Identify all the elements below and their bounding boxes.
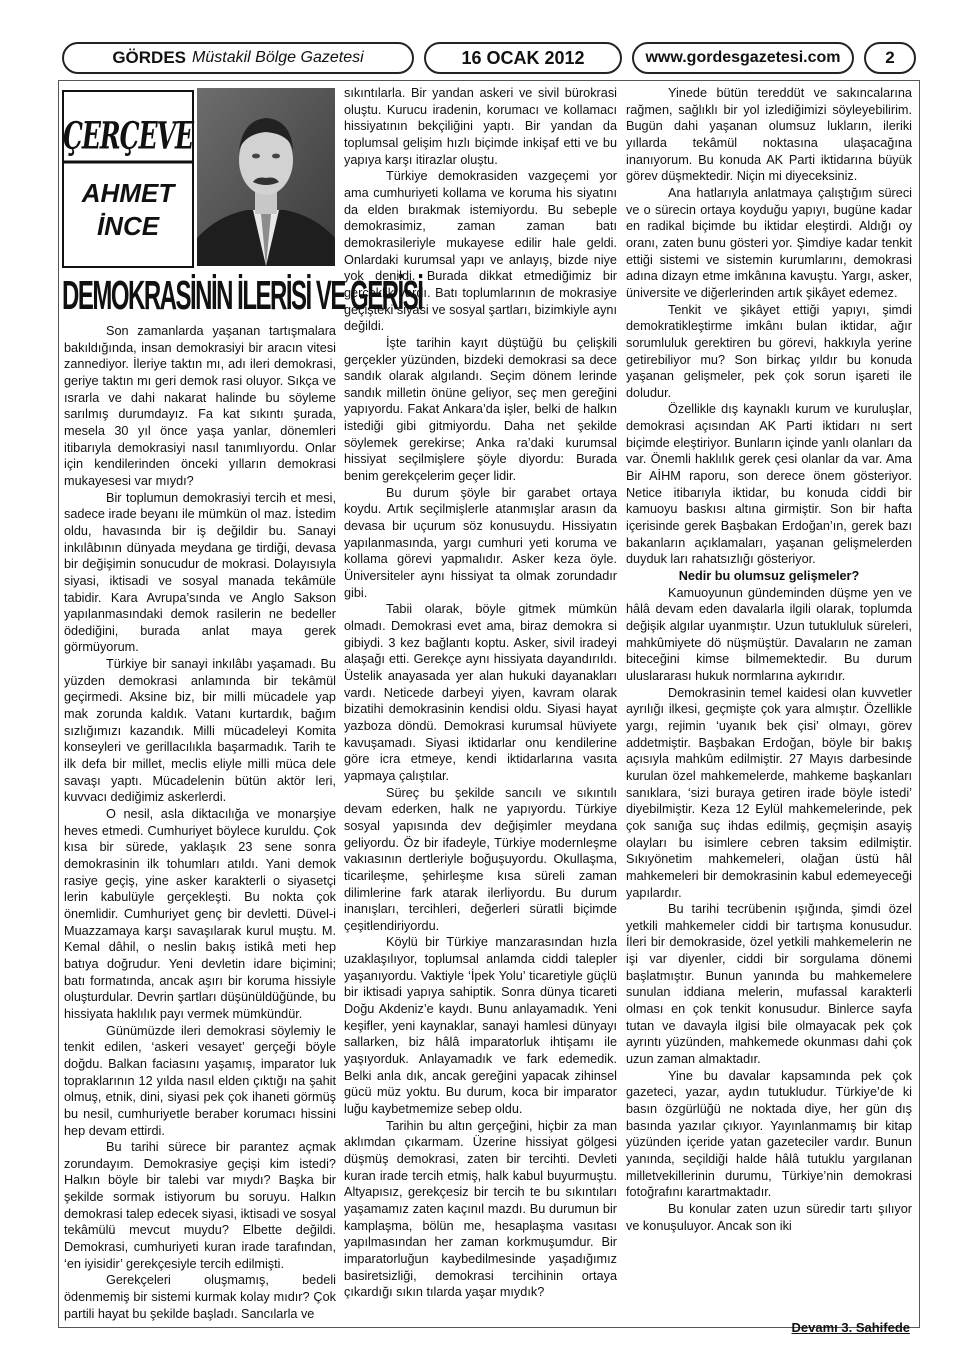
paper-subtitle: Müstakil Bölge Gazetesi — [192, 49, 364, 66]
paragraph: Bu tarihi sürece bir parantez açmak zorundayım. Demokrasiye geçişi kim istedi? Halkın böyle bir talebi var mıydı? Başka bir şekilde sormak istiyorum bu soruyu. Halkın demokrasi talep edecek siyasi, iktisadi ve sosyal tekâmülü mevcut muydu? Elbette değildi. Demokrasi, cumhuriyeti kuran irade tarafından, ‘en iyisidir’ gerekçesiyle tercih edilmişti. — [64, 1140, 336, 1271]
paragraph: Bir toplumun demokrasiyi tercih et mesi, sadece irade beyanı ile mümkün ol maz. İstedim oldu, havasında bir iş değildir bu. Sanayi inkılâbının dünyada meydana ge tirdiği, devasa bir değişimin sonucudur de mokrasi. Dolayısıyla siyasi, iktisadi ve sosyal manada tekâmüle tabidir. Kara Avrupa’sında ve Anglo Sakson yapılanmasındaki demok rasilerin ne bedeller ödediğini, burada anlat maya gerek görmüyorum. — [64, 490, 336, 655]
author-photo — [197, 88, 335, 266]
author-portrait-image — [197, 88, 335, 266]
paragraph: Gerekçeleri oluşmamış, bedeli ödenmemiş bir sistemi kurmak kolay mıdır? Çok partili hayat bu şekilde başladı. Sancılarla ve — [64, 1273, 336, 1321]
paragraph: Günümüzde ileri demokrasi söylemiy le tenkit edilen, ‘askeri vesayet’ gerçeği böyle doğdu. Balkan faciasını yaşamış, imparator luk topraklarının 12 yılda nasıl elden çıktığı na şahit olmuş, etnik, dini, siyasi pek çok ihaneti görmüş bu nesil, cumhuriyetle beraber korumacı hissini hep devam ettirdi. — [64, 1023, 336, 1138]
author-name — [82, 177, 174, 243]
article-column-3 — [626, 85, 912, 1313]
paragraph: Süreç bu şekilde sancılı ve sıkıntılı devam ederken, halk ne yapıyordu. Türkiye sosyal yapısında dev değişimler meydana geliyordu. Öz bir ifadeyle, Türkiye modernleşme vakıasının dertleriyle boğuşuyordu. Okullaşma, ticarileşme, şehirleşme kısa süreli zaman dilimlerine fark atarak ilerliyordu. Bu durum inanışları, tercihleri, değerleri süratli biçimde çeşitlendiriyordu. — [344, 785, 617, 933]
paragraph: Türkiye demokrasiden vazgeçemi yor ama cumhuriyeti kollama ve koruma his siyatını da elden bırakmak istemiyordu. Bu sebeple demokrasimiz, zaman zaman batı demokrasileriyle mukayese edilir hale geldi. Onlardaki kurumsal yapı ve anlayış, bizde niye yok denildi. Burada dikkat etmediğimiz bir gerçeklik vardı. Batı toplumlarının de mokrasiye geçişteki siyasi ve sosyal şartları, bizimkiyle aynı değildi. — [344, 169, 617, 334]
paragraph: Bu durum şöyle bir garabet ortaya koydu. Artık seçilmişlerle atanmışlar arasın da devasa bir uçurum söz konusuydu. Hissiyatın yapılanmasında, yargı cumhuri yeti koruma ve kollama görevi yapmalıdır. Asker keza öyle. Üniversiteler aynı hissiyat ta olmak zorundadır gibi. — [344, 485, 617, 600]
paragraph: Son zamanlarda yaşanan tartışmalara bakıldığında, insan demokrasiyi bir aracın vitesi zannediyor. İleriye taktın mı, adı ileri demokrasi, geriye taktın mı geri demok rasi oluyor. Sıkça ve ısrarla ve dahi nakarat halinde bu söyleme sarılmış durumdayız. Fa kat sıkıntı şurada, mesela 30 yıl önce yaşa yanlar, dönemleri itibarıyla demokrasiyi nasıl tanımlıyordu. Onlar için kendilerinden önceki yılların demokrasi mukayesesi var mıydı? — [64, 324, 336, 488]
paper-name: GÖRDES — [112, 48, 187, 67]
article-column-2 — [344, 85, 617, 1313]
paragraph: Bu konular zaten uzun süredir tartı şılıyor ve konuşuluyor. Ancak son iki — [626, 1201, 912, 1233]
paragraph: Yinede bütün tereddüt ve sakıncalarına rağmen, sağlıklı bir yol izlediğimizi söyleyebilirim. Bugün dahi yaşanan olumsuz lukların, ileriki yıllarda tekâmül noktasına ulaşacağına inanıyorum. Bu konuda AK Parti iktidarına büyük görev düşmektedir. Niçin mi diyeceksiniz. — [626, 86, 912, 184]
paragraph: Türkiye bir sanayi inkılâbı yaşamadı. Bu yüzden demokrasi anlamında bir tekâmül geçirmedi. Aksine biz, bir milli mücadele yap mak zorunda kaldık. Vatanı kurtardık, bağım sızlığımızı kazandık. Milli mücadeleyi Komita konseyleri ve gerillacılıkla başarmadık. Tarih te ilk defa bir millet, meclis eliyle milli müca dele savaşı yaptı. Mücadelenin bütün aktör leri, kuvvacı dediğimiz askerlerdi. — [64, 657, 336, 805]
article-column-1 — [64, 323, 336, 1321]
paragraph: Köylü bir Türkiye manzarasından hızla uzaklaşılıyor, toplumsal anlamda ciddi talepler yaşanıyordu. Vaktiyle ‘İpek Yolu’ ticaretiyle güçlü bir iktisadi yapıya sahiptik. Sonra dünya ticareti Doğu Akdeniz’e kaydı. Bunu anlayamadık. Yeni keşifler, yeni kaynaklar, sanayi hamlesi dünyayı sallarken, biz hâlâ imparatorluk ihtişamı ile yaşıyorduk. Anlayamadık ve fark edemedik. Belki anla dık, ancak gereğini yapacak zihinsel gücü müz yoktu. Bu durum, koca bir imparator luğu kaybetmemize sebep oldu. — [344, 935, 617, 1117]
paragraph: Tarihin bu altın gerçeğini, hiçbir za man aklımdan çıkarmam. Üzerine hissiyat gölgesi düşmüş demokrasi, zaten bir tercihti. Devleti kuran irade tercih etmiş, halk kabul buyurmuştu. Altyapısız, gerekçesiz bir tercih te bu sıkıntıları yaşamamız zaten kaçınıl mazdı. Bu durumun bir kamplaşma, bölün me, hesaplaşma vasıtası yapılmasından her zaman korkmuşumdur. Bir imparatorluğun kaybedilmesinde yaşadığımız basiretsizliği, demokrasi tercihinin ortaya çıkardığı sıkın tılarda yaşar mıydık? — [344, 1118, 617, 1300]
section-subheading: Nedir bu olumsuz gelişmeler? — [678, 569, 860, 584]
page-number: 2 — [864, 42, 916, 74]
paragraph: Tabii olarak, böyle gitmek mümkün olmadı. Demokrasi evet ama, biraz demokra si gibiydi. 3 kez bağlantı koptu. Asker, sivil iradeyi alaşağı etti. Gerekçe aynı hissiyata dayandırıldı. Üstelik anayasada yer alan hukuki dayanakları vardı. Neticede darbeyi yiyen, kavram olarak bizatihi demokrasinin kendisi oldu. Siyasi hayat yazboza döndü. Demokrasi kurumsal hüviyete kavuşamadı. Siyasi iktidarlar onu kendilerine göre icra etmeye, kendi iktidarlarına vasıta yapmaya çalıştılar. — [344, 602, 617, 783]
paragraph: Tenkit ve şikâyet ettiği yapıyı, şimdi demokratikleştirme imkânı bulan iktidar, ağır sorumluluk gerektiren bu görevi, hakkıyla yerine getirebiliyor mu? Son birkaç yıldır bu konuda yaşanan gelişmeler, pek çok sorun işareti ile doludur. — [626, 302, 912, 400]
issue-date: 16 OCAK 2012 — [424, 42, 622, 74]
paragraph: O nesil, asla diktacılığa ve monarşiye heves etmedi. Cumhuriyet böylece kuruldu. Çok kısa bir sürede, yaklaşık 23 sene sonra demokrasinin ilk tohumları atıldı. Yani demok rasiye geçiş, yine asker karakterli o siyasetçi lerin kabulüyle gerçekleşti. Bu nokta çok önemlidir. Cumhuriyet genç bir devletti. Düvel-i Muazzamaya karşı savaşılarak kurul muştu. M. Kemal dâhil, o neslin bakış istikâ meti hep batıya doğrudur. Yeni devletin idare biçimini; batı formatında, ancak aşırı bir koruma hissiyle oluşturdular. Devrin şartları düşünüldüğünde, bu hissiyata haklılık payı vermek mümkündür. — [64, 807, 336, 1021]
column-badge — [62, 90, 194, 268]
paragraph: Ana hatlarıyla anlatmaya çalıştığım süreci ve o sürecin ortaya koyduğu yapıyı, bugüne kadar en radikal biçimde bu iktidar eleştirdi. Aldığı oy oranı, zaten bunu gösteri yor. Şimdiye kadar tenkit ettiği sistemi ve sistemin kurumlarını, demokrasi adına dizayn etme imkânına kavuştu. Yargı, asker, üniversite ve diğerlerinden artık şikâyet edemez. — [626, 185, 912, 300]
paragraph: sıkıntılarla. Bir yandan askeri ve sivil bürokrasi oluştu. Kurucu iradenin, korumacı ve kollamacı hissiyatının bekçiliğini yaptı. Bir yandan da toplumsal gelişim hızlı biçimde inkişaf etti ve bu yapıya karşı itirazlar oluştu. — [344, 86, 617, 167]
author-last-name: İNCE — [96, 211, 160, 241]
website-url[interactable]: www.gordesgazetesi.com — [632, 42, 854, 74]
paragraph: Özellikle dış kaynaklı kurum ve kuruluşlar, demokrasi açısından AK Parti iktidarı nı sert biçimde eleştiriyor. Bunların içinde yanlı olanları da var. Önemli haklılık gerek çesi olanlar da var. Ama Bir AİHM raporu, son derece önem gösteriyor. Netice itibarıyla iktidar, bu konuda ciddi bir kamuoyu baskısı altına girmiştir. Son bir hafta içerisinde gerek Başbakan Erdoğan’ın, gerek bazı bakanların açıklamaları, yaşanan gelişmelerden duyduk ları rahatsızlığı gösteriyor. — [626, 402, 912, 567]
article-headline: DEMOKRASİNİN İLERİSİ VE GERİSİ — [62, 273, 423, 320]
paragraph: Demokrasinin temel kaidesi olan kuvvetler ayrılığı ilkesi, geçmişte çok yara almıştır. Özellikle yargı, rejimin ‘uyanık bek çisi’ olmayı, görev addetmiştir. Başbakan Erdoğan, böyle bir bakış açısıyla mahkûm edilmiştir. 27 Mayıs darbesinde kurulan özel mahkemelerde, mahkeme başkanları sanıklara, ‘sizi buraya getiren irade böyle istedi’ diyebilmiştir. Keza 12 Eylül mahkemelerinde, pek çok sanığa suç ihdas edilmiş, geçmişin asayiş olayları bu isimlere cebren taksim edilmiştir. Sıkıyönetim mahkemeleri, olağan üstü hâl mahkemeleri bir demokrasinin kabul edemeyeceği yapılardır. — [626, 685, 912, 900]
paragraph: Bu tarihi tecrübenin ışığında, şimdi özel yetkili mahkemeler ciddi bir tartışma konusudur. İleri bir demokraside, özel yetkili mahkemelerin ne işi var diyenler, ciddi bir sorgulama dönemi başlatmıştır. Bunun yanında bu mahkemelere sunulan iddiana melerin, mufassal karakterli olması en çok tenkit konusudur. Binlerce sayfa tutan ve davayla ilgisi bile olmayacak pek çok ayrıntı yüzünden, mahkemede okunması dahi çok uzun zaman almaktadır. — [626, 902, 912, 1067]
masthead-name — [62, 42, 414, 74]
author-first-name: AHMET — [81, 178, 175, 208]
paragraph: Kamuoyunun gündeminden düşme yen ve hâlâ devam eden davalarla ilgili olarak, toplumda değişik algılar uyanmıştır. Uzun tutukluluk süreleri, mahkûmiyete dö nüşmüştür. Davaların ne zaman biteceğini kimse bilmemektedir. Bu durum uluslararası hukuk normlarına aykırıdır. — [626, 585, 912, 683]
paragraph: İşte tarihin kayıt düştüğü bu çelişkili gerçekler yüzünden, bizdeki demokrasi sa dece sandık olarak algılandı. Seçim dönem lerinde sandık milletin önüne geliyor, seç men gereğini yapıyordu. Fakat Ankara’da işler, belki de halkın istediği gibi gitmiyordu. Daha net şekilde söylemek gerekirse; Anka ra’daki kurumsal hissiyat seçilmişlere şöyle diyordu: Burada benim gerekçelerim geçer lidir. — [344, 335, 617, 484]
continued-on-page-link[interactable]: Devamı 3. Sahifede — [791, 1320, 910, 1335]
column-label: ÇERÇEVE — [63, 114, 193, 164]
paragraph: Yine bu davalar kapsamında pek çok gazeteci, yazar, aydın tutukludur. Türkiye’de ki basın özgürlüğü ne noktada diye, her gün dış basında yazılar çıkıyor. Yayınlanmamış bir kitap yüzünden içeride yatan gazeteciler vardır. Bunun yanında, seçildiği halde hâlâ tutuklu yargılanan milletvekillerinin durumu, Türkiye’nin demokrasi fotoğrafını karartmaktadır. — [626, 1068, 912, 1200]
